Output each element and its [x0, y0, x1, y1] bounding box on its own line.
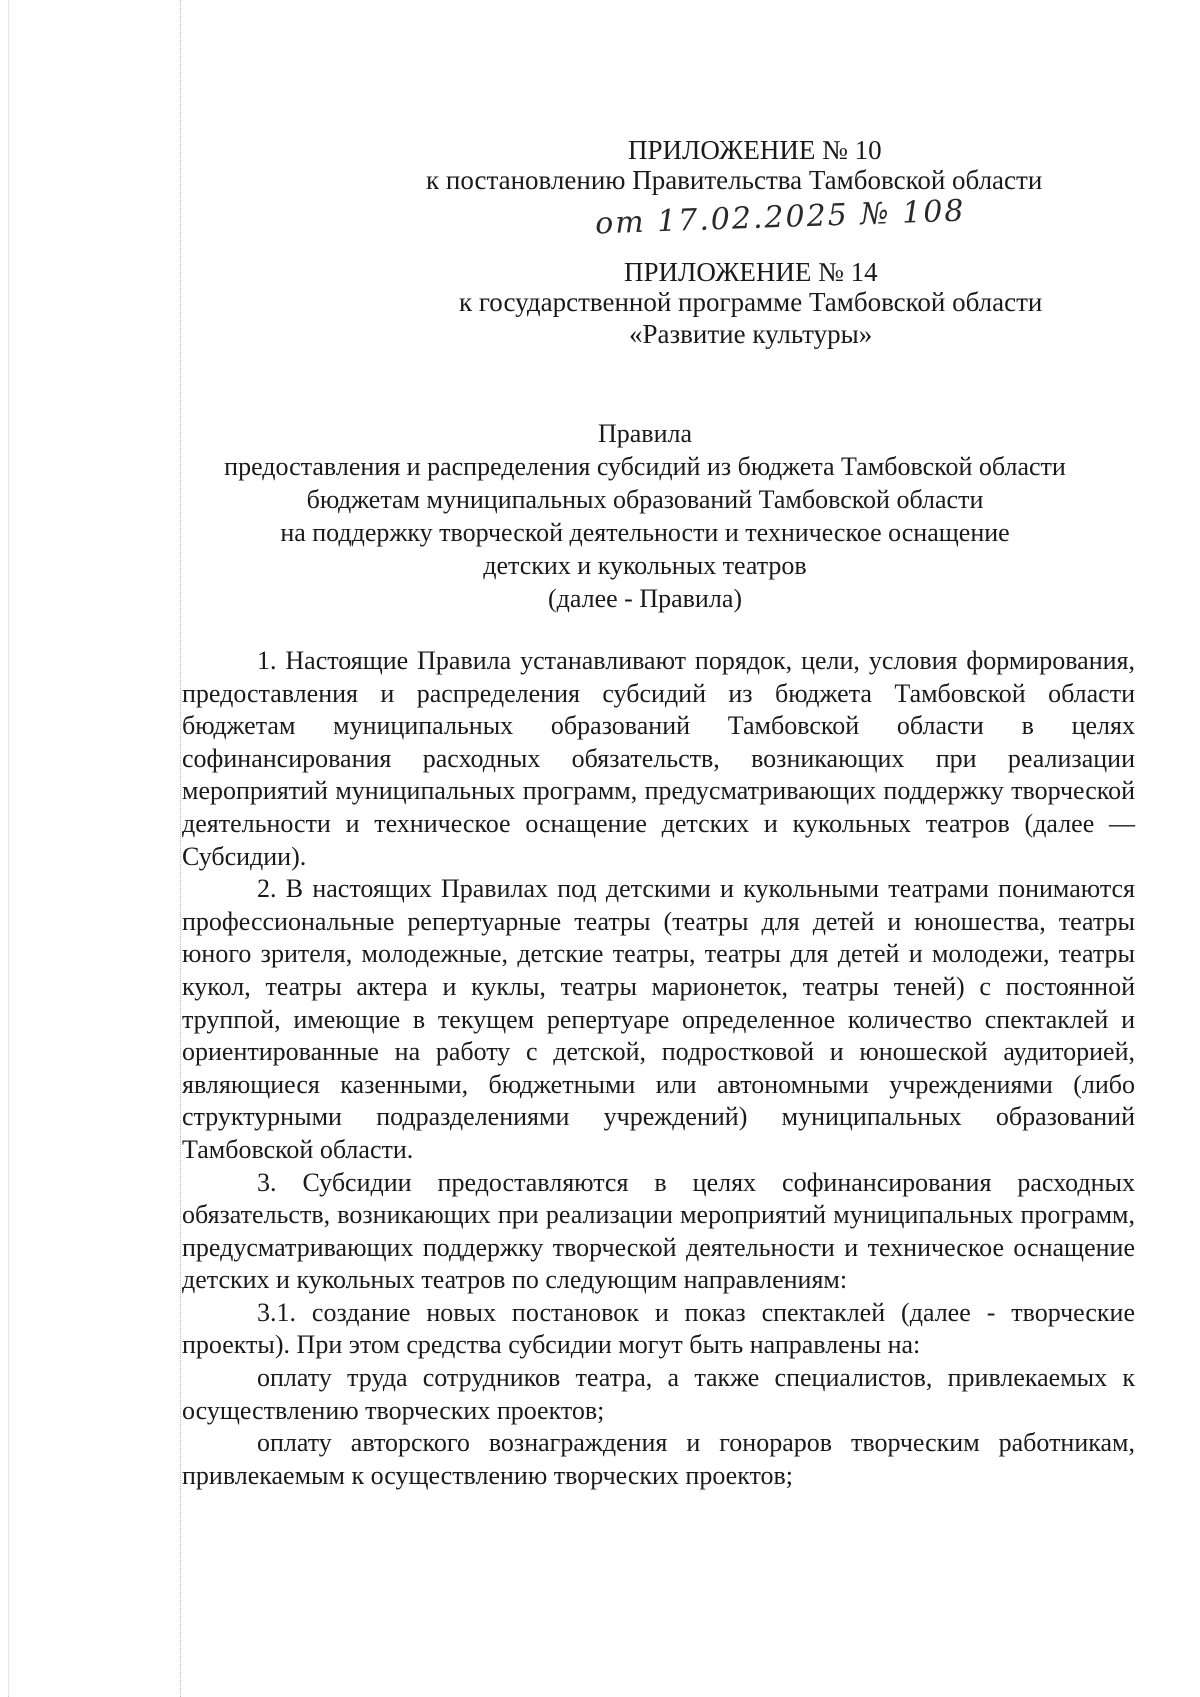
appendix-14-reference: к государственной программе Тамбовской области: [459, 287, 1043, 317]
document-body: [182, 645, 1135, 1492]
title-line-5: детских и кукольных театров: [483, 551, 807, 580]
paragraph-3: 3. Субсидии предоставляются в целях софинансирования расходных обязательств, возникающих при реализации мероприятий муниципальных программ, предусматривающих поддержку творческой деятельности и техническое оснащение детских и кукольных театров по следующим направлениям:: [182, 1167, 1135, 1295]
title-line-2: предоставления и распределения субсидий из бюджета Тамбовской области: [224, 452, 1066, 481]
paragraph-1: 1. Настоящие Правила устанавливают порядок, цели, условия формирования, предоставления и распределения субсидий из бюджета Тамбовской области бюджетам муниципальных образований Тамбовской области в целях софинансирования расходных обязательств, возникающих при реализации мероприятий муниципальных программ, предусматривающих поддержку творческой деятельности и техническое оснащение детских и кукольных театров (далее — Субсидии).: [182, 646, 1135, 871]
appendix-14-program-name: «Развитие культуры»: [629, 319, 873, 349]
handwritten-date-number: от 17.02.2025 № 108: [594, 193, 967, 242]
appendix-10-title: ПРИЛОЖЕНИЕ № 10: [628, 135, 882, 165]
paragraph-3-1-item-2: оплату авторского вознаграждения и гонораров творческим работникам, привлекаемым к осуществлению творческих проектов;: [182, 1428, 1135, 1490]
appendix-14-title: ПРИЛОЖЕНИЕ № 14: [624, 257, 878, 287]
title-line-1: Правила: [597, 419, 693, 448]
title-line-4: на поддержку творческой деятельности и техническое оснащение: [280, 518, 1010, 547]
scan-margin-line: [180, 0, 181, 1697]
paragraph-3-1: 3.1. создание новых постановок и показ спектаклей (далее - творческие проекты). При этом средства субсидии могут быть направлены на:: [182, 1297, 1135, 1360]
scan-edge-line: [8, 0, 9, 1697]
paragraph-2: 2. В настоящих Правилах под детскими и кукольными театрами понимаются профессиональные репертуарные театры (театры для детей и юношества, театры юного зрителя, молодежные, детские театры, театры для детей и молодежи, театры кукол, театры актера и куклы, театры марионеток, театры теней) с постоянной труппой, имеющие в текущем репертуаре определенное количество спектаклей и ориентированные на работу с детской, подростковой и юношеской аудиторией, являющиеся казенными, бюджетными или автономными учреждениями (либо структурными подразделениями учреждений) муниципальных образований Тамбовской области.: [182, 874, 1135, 1164]
appendix-10-reference: к постановлению Правительства Тамбовской области: [426, 165, 1043, 195]
paragraph-3-1-item-1: оплату труда сотрудников театра, а также специалистов, привлекаемых к осуществлению творческих проектов;: [182, 1363, 1135, 1425]
document-title: [170, 417, 1120, 615]
title-line-6: (далее - Правила): [547, 584, 743, 613]
title-line-3: бюджетам муниципальных образований Тамбовской области: [306, 485, 984, 514]
